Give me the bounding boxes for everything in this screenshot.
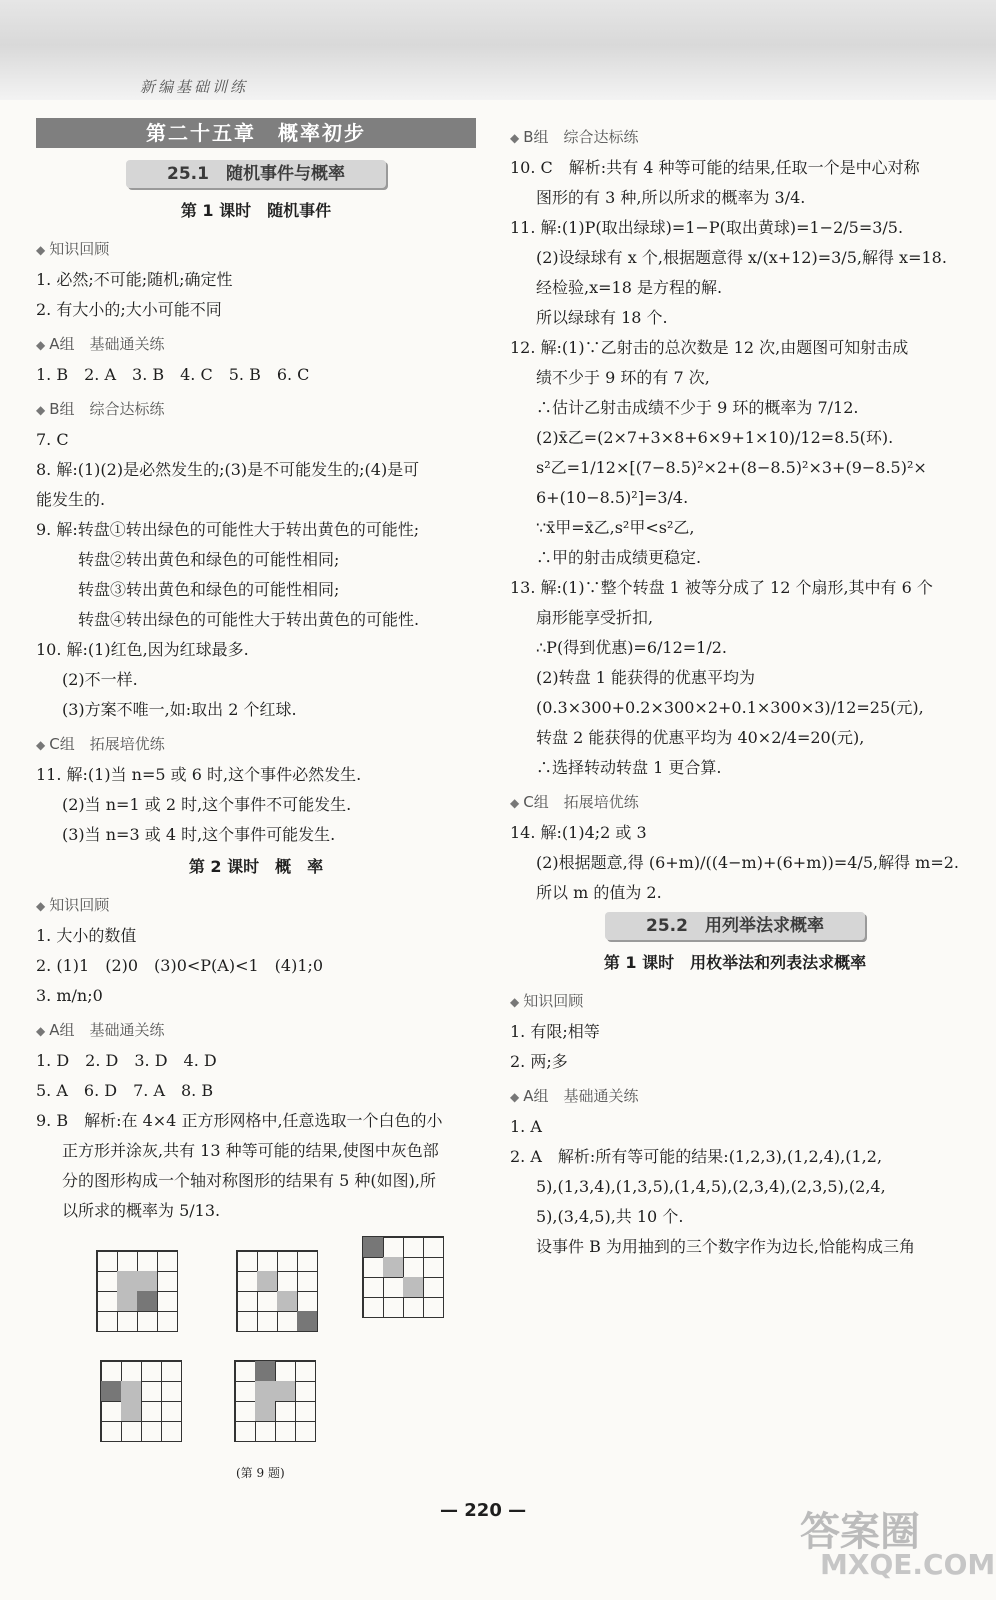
answer-line: 设事件 B 为用抽到的三个数字作为边长,恰能构成三角 xyxy=(536,1237,916,1256)
grid-figure xyxy=(100,1360,182,1442)
diamond-icon: ◆ xyxy=(36,899,46,913)
answer-line: 12. 解:(1)∵乙射击的总次数是 12 次,由题图可知射击成 xyxy=(510,338,909,357)
answer-line: ∴选择转动转盘 1 更合算. xyxy=(536,758,722,777)
answer-line: 1. 大小的数值 xyxy=(36,926,137,945)
answer-line: 正方形并涂灰,共有 13 种等可能的结果,使图中灰色部 xyxy=(62,1141,439,1160)
answer-line: 能发生的. xyxy=(36,490,106,509)
answer-line: 6+(10−8.5)²]=3/4. xyxy=(536,488,689,507)
section-title: 25.2 用列举法求概率 xyxy=(605,912,865,940)
answer-line: 2. 两;多 xyxy=(510,1052,568,1071)
figure-caption: (第 9 题) xyxy=(236,1466,285,1480)
diamond-icon: ◆ xyxy=(36,403,46,417)
answer-line: 5),(3,4,5),共 10 个. xyxy=(536,1207,684,1226)
answer-line: s²乙=1/12×[(7−8.5)²×2+(8−8.5)²×3+(9−8.5)²× xyxy=(536,458,927,477)
left-column xyxy=(36,118,476,1480)
page-number: — 220 — xyxy=(440,1500,527,1521)
answer-line: (2)不一样. xyxy=(62,670,138,689)
answer-line: 3. m/n;0 xyxy=(36,986,103,1005)
answer-line: 11. 解:(1)P(取出绿球)=1−P(取出黄球)=1−2/5=3/5. xyxy=(510,218,904,237)
tag-group-b: ◆ B组 综合达标练 xyxy=(510,128,639,146)
answer-line: 1. 必然;不可能;随机;确定性 xyxy=(36,270,233,289)
tag-review: ◆ 知识回顾 xyxy=(36,240,110,258)
tag-group-a: ◆ A组 基础通关练 xyxy=(510,1087,639,1105)
answer-line: (2)x̄乙=(2×7+3×8+6×9+1×10)/12=8.5(环). xyxy=(536,428,894,447)
answer-line: 转盘 2 能获得的优惠平均为 40×2/4=20(元), xyxy=(536,728,865,747)
diamond-icon: ◆ xyxy=(36,738,46,752)
answer-line: 9. B 解析:在 4×4 正方形网格中,任意选取一个白色的小 xyxy=(36,1111,443,1130)
diamond-icon: ◆ xyxy=(36,338,46,352)
lesson-title: 第 2 课时 概 率 xyxy=(188,857,324,876)
grid-figure xyxy=(236,1250,318,1332)
answer-line: ∴甲的射击成绩更稳定. xyxy=(536,548,702,567)
tag-group-c: ◆ C组 拓展培优练 xyxy=(510,793,639,811)
answer-line: ∴估计乙射击成绩不少于 9 环的概率为 7/12. xyxy=(536,398,859,417)
answer-line: 9. 解:转盘①转出绿色的可能性大于转出黄色的可能性; xyxy=(36,520,420,539)
answer-line: (2)设绿球有 x 个,根据题意得 x/(x+12)=3/5,解得 x=18. xyxy=(536,248,947,267)
diamond-icon: ◆ xyxy=(36,1024,46,1038)
answer-line: 10. C 解析:共有 4 种等可能的结果,任取一个是中心对称 xyxy=(510,158,920,177)
answer-line: 分的图形构成一个轴对称图形的结果有 5 种(如图),所 xyxy=(62,1171,436,1190)
answer-line: (3)当 n=3 或 4 时,这个事件可能发生. xyxy=(62,825,336,844)
answer-line: (2)根据题意,得 (6+m)/((4−m)+(6+m))=4/5,解得 m=2. xyxy=(536,853,960,872)
diamond-icon: ◆ xyxy=(510,796,520,810)
answer-line: 所以 m 的值为 2. xyxy=(536,883,662,902)
answer-line: ∴P(得到优惠)=6/12=1/2. xyxy=(536,638,728,657)
tag-review: ◆ 知识回顾 xyxy=(510,992,584,1010)
answer-line: 以所求的概率为 5/13. xyxy=(62,1201,221,1220)
answer-line: 8. 解:(1)(2)是必然发生的;(3)是不可能发生的;(4)是可 xyxy=(36,460,420,479)
grid-figure xyxy=(362,1236,444,1318)
diamond-icon: ◆ xyxy=(510,995,520,1009)
lesson-title: 第 1 课时 用枚举法和列表法求概率 xyxy=(603,953,867,972)
answer-line: 5),(1,3,4),(1,3,5),(1,4,5),(2,3,4),(2,3,5),(2,4, xyxy=(536,1177,886,1196)
answer-line: 图形的有 3 种,所以所求的概率为 3/4. xyxy=(536,188,806,207)
answer-line: 10. 解:(1)红色,因为红球最多. xyxy=(36,640,249,659)
answer-line: 绩不少于 9 环的有 7 次, xyxy=(536,368,710,387)
answer-line: 转盘④转出绿色的可能性大于转出黄色的可能性. xyxy=(78,610,420,629)
answer-line: (2)转盘 1 能获得的优惠平均为 xyxy=(536,668,756,687)
answer-line: 2. 有大小的;大小可能不同 xyxy=(36,300,222,319)
answer-line: (0.3×300+0.2×300×2+0.1×300×3)/12=25(元), xyxy=(536,698,924,717)
answer-line: 经检验,x=18 是方程的解. xyxy=(536,278,723,297)
answer-line: 7. C xyxy=(36,430,69,449)
section-title: 25.1 随机事件与概率 xyxy=(126,160,386,188)
answer-line: 13. 解:(1)∵整个转盘 1 被等分成了 12 个扇形,其中有 6 个 xyxy=(510,578,933,597)
answer-line: 所以绿球有 18 个. xyxy=(536,308,668,327)
chapter-title: 第二十五章 概率初步 xyxy=(36,118,476,148)
answer-line: 2. (1)1 (2)0 (3)0<P(A)<1 (4)1;0 xyxy=(36,956,324,975)
answer-line: 1. 有限;相等 xyxy=(510,1022,600,1041)
answer-line: 5. A 6. D 7. A 8. B xyxy=(36,1081,214,1100)
tag-review: ◆ 知识回顾 xyxy=(36,896,110,914)
lesson-title: 第 1 课时 随机事件 xyxy=(180,201,332,220)
answer-line: 2. A 解析:所有等可能的结果:(1,2,3),(1,2,4),(1,2, xyxy=(510,1147,883,1166)
answer-line: 转盘③转出黄色和绿色的可能性相同; xyxy=(78,580,340,599)
right-column xyxy=(510,118,960,1262)
answer-line: 扇形能享受折扣, xyxy=(536,608,654,627)
grid-figures xyxy=(36,1236,476,1480)
answer-line: 1. A xyxy=(510,1117,542,1136)
watermark-logo: 答案圈 xyxy=(800,1509,920,1555)
diamond-icon: ◆ xyxy=(510,1090,520,1104)
tag-group-c: ◆ C组 拓展培优练 xyxy=(36,735,165,753)
answer-line: ∵x̄甲=x̄乙,s²甲<s²乙, xyxy=(536,518,695,537)
tag-group-a: ◆ A组 基础通关练 xyxy=(36,335,165,353)
grid-figure xyxy=(96,1250,178,1332)
diamond-icon: ◆ xyxy=(36,243,46,257)
tag-group-a: ◆ A组 基础通关练 xyxy=(36,1021,165,1039)
answer-line: 1. B 2. A 3. B 4. C 5. B 6. C xyxy=(36,365,310,384)
answer-line: 1. D 2. D 3. D 4. D xyxy=(36,1051,217,1070)
diamond-icon: ◆ xyxy=(510,131,520,145)
brand-text: 新编基础训练 xyxy=(140,78,249,96)
grid-figure xyxy=(234,1360,316,1442)
answer-line: 11. 解:(1)当 n=5 或 6 时,这个事件必然发生. xyxy=(36,765,362,784)
answer-line: (3)方案不唯一,如:取出 2 个红球. xyxy=(62,700,297,719)
answer-line: 14. 解:(1)4;2 或 3 xyxy=(510,823,647,842)
answer-line: 转盘②转出黄色和绿色的可能性相同; xyxy=(78,550,340,569)
tag-group-b: ◆ B组 综合达标练 xyxy=(36,400,165,418)
answer-line: (2)当 n=1 或 2 时,这个事件不可能发生. xyxy=(62,795,352,814)
watermark-url: MXQE.COM xyxy=(820,1548,996,1581)
